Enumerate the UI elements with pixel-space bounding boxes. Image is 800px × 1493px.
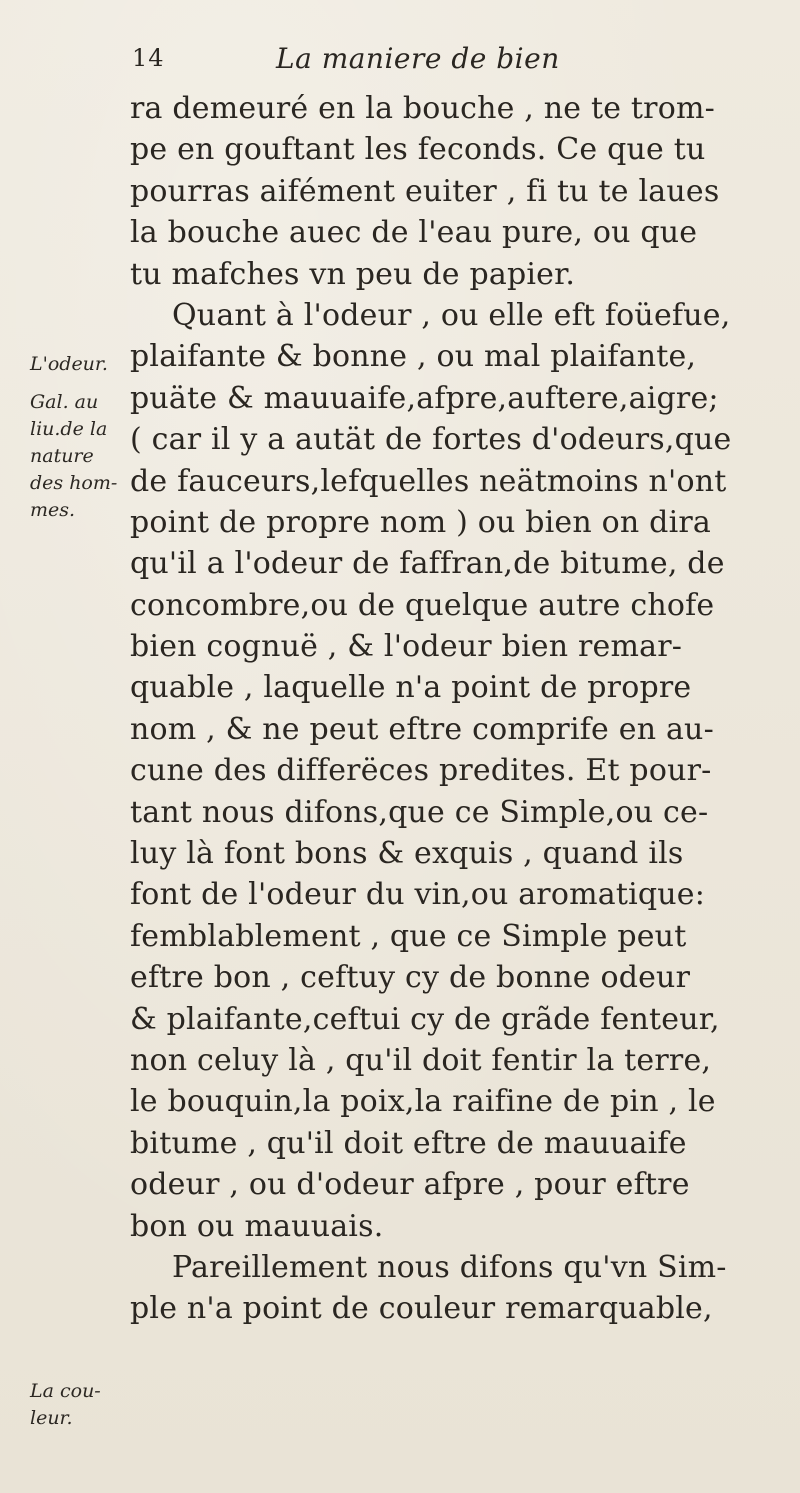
text-line: Pareillement nous difons qu'vn Sim- — [172, 1249, 727, 1285]
text-line: ( car il y a autät de fortes d'odeurs,que — [130, 422, 732, 458]
text-line: pe en gouftant les feconds. Ce que tu — [130, 132, 706, 168]
page-number: 14 — [132, 44, 165, 72]
text-line: femblablement , que ce Simple peut — [130, 918, 687, 954]
text-line: bien cognuë , & l'odeur bien remar- — [130, 629, 683, 665]
text-line: la bouche auec de l'eau pure, ou que — [130, 215, 698, 251]
text-line: luy là font bons & exquis , quand ils — [130, 836, 684, 872]
text-line: nom , & ne peut eftre comprife en au- — [130, 711, 714, 747]
margin-note-color — [30, 1378, 126, 1432]
margin-note-line: nature — [30, 445, 94, 467]
text-line: bon ou mauuais. — [130, 1208, 384, 1244]
text-line: de fauceurs,lefquelles neätmoins n'ont — [130, 463, 727, 499]
margin-note-line: leur. — [30, 1407, 73, 1429]
margin-note-line: liu.de la — [30, 418, 108, 440]
text-line: bitume , qu'il doit eftre de mauuaife — [130, 1125, 687, 1161]
main-text-block — [130, 88, 790, 1330]
margin-note-line: Gal. au — [30, 391, 99, 413]
text-line: tant nous difons,que ce Simple,ou ce- — [130, 794, 709, 830]
text-line: ra demeuré en la bouche , ne te trom- — [130, 91, 715, 126]
text-line: pourras aifément euiter , fi tu te laues — [130, 173, 720, 209]
text-line: cune des differëces predites. Et pour- — [130, 753, 712, 789]
page-header — [130, 40, 770, 84]
text-line: tu mafches vn peu de papier. — [130, 256, 576, 292]
margin-note-line: L'odeur. — [30, 353, 108, 375]
text-line: point de propre nom ) ou bien on dira — [130, 504, 711, 540]
text-line: plaifante & bonne , ou mal plaifante, — [130, 339, 697, 375]
margin-note-line: La cou- — [30, 1380, 101, 1402]
text-line: quable , laquelle n'a point de propre — [130, 670, 692, 706]
margin-note-odor — [30, 351, 126, 378]
margin-note-line: des hom- — [30, 472, 118, 494]
text-line: font de l'odeur du vin,ou aromatique: — [130, 877, 706, 913]
text-line: non celuy là , qu'il doit fentir la terre, — [130, 1042, 712, 1078]
text-line: qu'il a l'odeur de faffran,de bitume, de — [130, 546, 725, 582]
text-line: puäte & mauuaife,afpre,auftere,aigre; — [130, 380, 719, 416]
text-line: le bouquin,la poix,la raifine de pin , le — [130, 1084, 716, 1120]
text-line: & plaifante,ceftui cy de grãde fenteur, — [130, 1001, 720, 1037]
margin-note-line: mes. — [30, 499, 76, 521]
margin-note-galen-reference — [30, 389, 126, 524]
text-line: eftre bon , ceftuy cy de bonne odeur — [130, 960, 691, 996]
text-line: ple n'a point de couleur remarquable, — [130, 1291, 713, 1327]
text-line: odeur , ou d'odeur afpre , pour eftre — [130, 1167, 690, 1203]
text-line: Quant à l'odeur , ou elle eft foüefue, — [172, 297, 731, 333]
text-line: concombre,ou de quelque autre chofe — [130, 587, 715, 623]
running-title: La maniere de bien — [276, 42, 560, 75]
